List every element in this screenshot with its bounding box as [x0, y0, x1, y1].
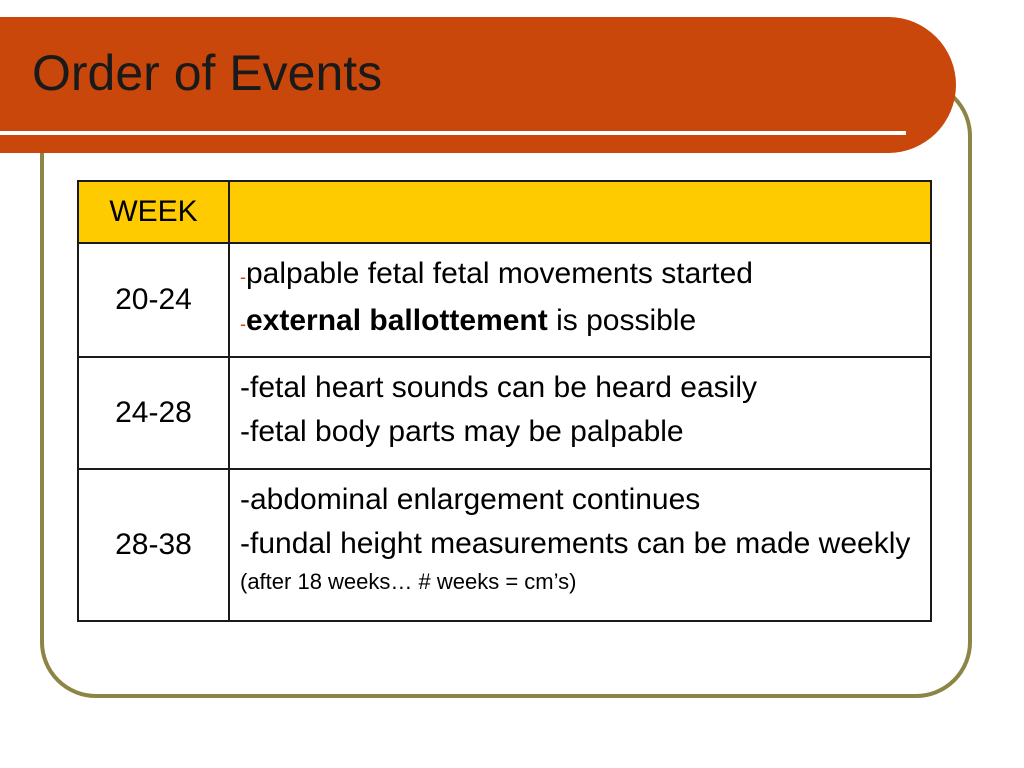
- header-events: [229, 181, 931, 243]
- event-text: palpable fetal fetal movements started: [246, 257, 753, 290]
- event-text: is possible: [547, 304, 697, 337]
- table-row: [78, 243, 931, 357]
- event-text-bold: external ballottement: [246, 304, 548, 337]
- bullet-dash: -: [240, 314, 246, 334]
- event-line: -fetal heart sounds can be heard easily: [240, 371, 757, 404]
- event-text: -fundal height measurements can be made weekly: [240, 527, 911, 560]
- events-table: [77, 180, 932, 622]
- event-note: (after 18 weeks… # weeks = cm’s): [240, 569, 577, 594]
- title-divider: [0, 131, 906, 135]
- event-line: [240, 303, 920, 342]
- bullet-dash: -: [240, 267, 246, 287]
- table-row: [78, 469, 931, 621]
- events-cell: [229, 469, 931, 621]
- event-line: [240, 526, 920, 600]
- events-cell: [229, 243, 931, 357]
- table-row: [78, 357, 931, 469]
- week-cell: 24-28: [78, 357, 229, 469]
- slide-title: Order of Events: [32, 45, 383, 101]
- week-cell: 20-24: [78, 243, 229, 357]
- event-line: -abdominal enlargement continues: [240, 483, 701, 516]
- week-cell: 28-38: [78, 469, 229, 621]
- event-line: [240, 256, 920, 295]
- events-cell: [229, 357, 931, 469]
- header-week: WEEK: [78, 181, 229, 243]
- table-header-row: [78, 181, 931, 243]
- event-line: -fetal body parts may be palpable: [240, 415, 684, 448]
